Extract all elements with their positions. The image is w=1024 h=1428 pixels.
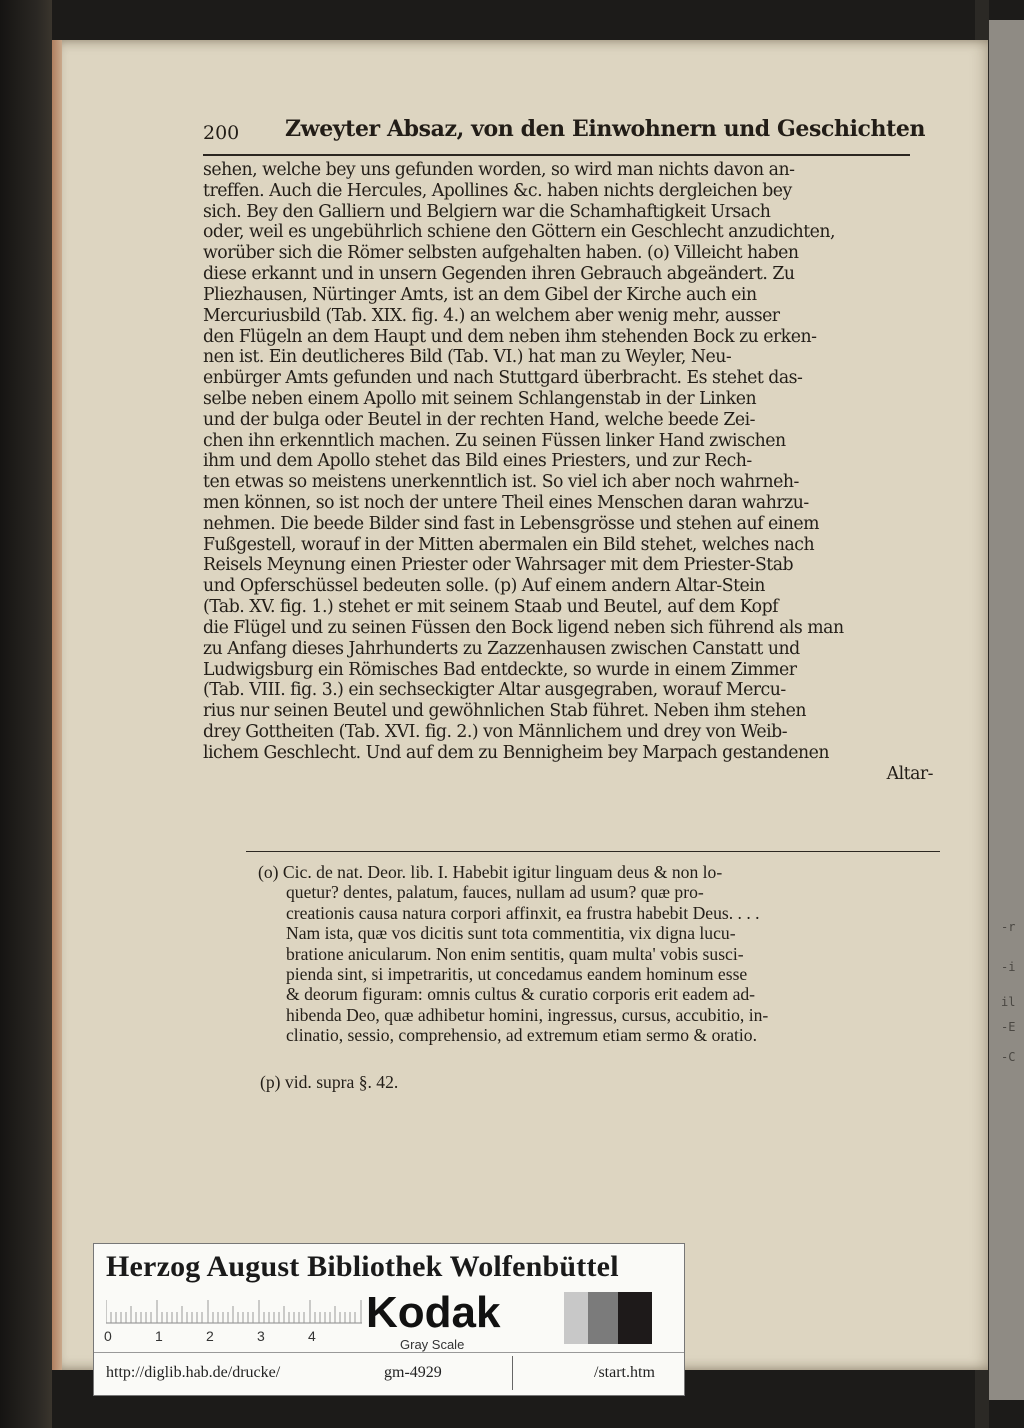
text-line: die Flügel und zu seinen Füssen den Bock ligend neben sich führend als man [203, 617, 844, 638]
page-binding-edge [52, 40, 62, 1370]
text-line: oder, weil es ungebührlich schiene den Göttern ein Geschlecht anzudichten, [203, 222, 836, 243]
document-id: gm-4929 [384, 1364, 442, 1381]
gray-swatch-light [564, 1292, 588, 1344]
kodak-logo: Kodak [366, 1288, 501, 1337]
ruler-scale [106, 1296, 362, 1324]
footnote-line: clinatio, sessio, comprehensio, ad extremum etiam sermo & oratio. [286, 1025, 758, 1046]
card-separator [512, 1356, 513, 1390]
ruler-number: 0 [104, 1328, 112, 1344]
ruler-number: 1 [155, 1328, 163, 1344]
text-line: (Tab. XV. fig. 1.) stehet er mit seinem Staab und Beutel, auf dem Kopf [203, 597, 779, 618]
text-line: Ludwigsburg ein Römisches Bad entdeckte, so wurde in einem Zimmer [203, 659, 797, 680]
text-line: ihm und dem Apollo stehet das Bild eines Priesters, und zur Rech- [203, 451, 752, 472]
ruler-numbers [106, 1328, 366, 1348]
text-line: Mercuriusbild (Tab. XIX. fig. 4.) an welchem aber wenig mehr, ausser [203, 305, 780, 326]
text-line: ten etwas so meistens unerkenntlich ist. So viel ich aber noch wahrneh- [203, 472, 799, 493]
footnote-line: quetur? dentes, palatum, fauces, nullam ad usum? quæ pro- [286, 882, 704, 903]
text-line: Fußgestell, worauf in der Mitten abermalen ein Bild stehet, welches nach [203, 534, 815, 555]
page-header [203, 114, 926, 156]
text-line: treffen. Auch die Hercules, Apollines &c. haben nichts dergleichen bey [203, 180, 792, 201]
text-line: lichem Geschlecht. Und auf dem zu Bennigheim bey Marpach gestandenen [203, 742, 829, 763]
footnote-line: pienda sint, si impetraritis, ut concedamus eandem hominum esse [286, 963, 748, 984]
footnote-line: hibenda Deo, quæ adhibetur homini, ingressus, cursus, accubitio, in- [286, 1004, 769, 1025]
text-line: sehen, welche bey uns gefunden worden, so wird man nichts davon an- [203, 160, 795, 180]
text-line: worüber sich die Römer selbsten aufgehalten haben. (o) Villeicht haben [203, 243, 799, 264]
ruler-number: 3 [257, 1328, 265, 1344]
text-line: nen ist. Ein deutlicheres Bild (Tab. VI.) hat man zu Weyler, Neu- [203, 347, 732, 368]
text-line: diese erkannt und in unsern Gegenden ihren Gebrauch abgeändert. Zu [203, 264, 795, 285]
footnote-line: bratione anicularum. Non enim sentitis, quam multa' vobis susci- [286, 943, 744, 964]
text-line: sich. Bey den Galliern und Belgiern war die Schamhaftigkeit Ursach [203, 201, 771, 222]
text-line: und der bulga oder Beutel in der rechten Hand, welche beede Zei- [203, 409, 755, 430]
text-line: und Opferschüssel bedeuten solle. (p) Auf einem andern Altar-Stein [203, 576, 765, 597]
page-number: 200 [203, 122, 240, 144]
text-line: enbürger Amts gefunden und nach Stuttgard überbracht. Es stehet das- [203, 368, 803, 389]
card-divider [94, 1352, 684, 1353]
footnote-rule [246, 851, 940, 852]
library-scan-card [93, 1243, 685, 1396]
body-text [203, 160, 933, 784]
text-line: men können, so ist noch der untere Theil eines Menschen daran wahrzu- [203, 493, 809, 513]
ruler-number: 4 [308, 1328, 316, 1344]
text-line: Pliezhausen, Nürtinger Amts, ist an dem Gibel der Kirche auch ein [203, 284, 757, 305]
text-line: den Flügeln an dem Haupt und dem neben ihm stehenden Bock zu erken- [203, 326, 817, 347]
footnote-line: & deorum figuram: omnis cultus & curatio corporis erit eadem ad- [286, 984, 756, 1005]
footnote-line: (o) Cic. de nat. Deor. lib. I. Habebit igitur linguam deus & non lo- [258, 862, 723, 882]
gray-swatch-dark [618, 1292, 652, 1344]
footnote-line: creationis causa natura corpori affinxit, ea frustra habebit Deus. . . . [286, 902, 760, 923]
text-line: selbe neben einem Apollo mit seinem Schlangenstab in der Linken [203, 388, 757, 409]
text-line: drey Gottheiten (Tab. XVI. fig. 2.) von Männlichem und drey von Weib- [203, 721, 788, 742]
adjacent-page: -r -i il -E -C [989, 20, 1024, 1400]
gray-swatch-mid [588, 1292, 618, 1344]
url-left[interactable]: http://diglib.hab.de/drucke/ [106, 1364, 281, 1381]
footnote-line: Nam ista, quæ vos dicitis sunt tota commentitia, vix digna lucu- [286, 923, 736, 944]
url-right[interactable]: /start.htm [594, 1364, 655, 1381]
text-line: chen ihn erkenntlich machen. Zu seinen Füssen linker Hand zwischen [203, 430, 786, 451]
running-title: Zweyter Absaz, von den Einwohnern und Geschichten [285, 116, 926, 142]
footnote-p: (p) vid. supra §. 42. [260, 1072, 399, 1092]
gray-scale-label: Gray Scale [400, 1337, 465, 1352]
text-line: rius nur seinen Beutel und gewöhnlichen Stab führet. Neben ihm stehen [203, 701, 806, 722]
footnote-o [258, 862, 948, 1046]
library-name: Herzog August Bibliothek Wolfenbüttel [106, 1250, 619, 1283]
text-line: Reisels Meynung einen Priester oder Wahrsager mit dem Priester-Stab [203, 555, 794, 576]
text-line: (Tab. VIII. fig. 3.) ein sechseckigter Altar ausgegraben, worauf Mercu- [203, 680, 786, 701]
catchword: Altar- [886, 763, 933, 784]
ruler-number: 2 [206, 1328, 214, 1344]
text-line: zu Anfang dieses Jahrhunderts zu Zazzenhausen zwischen Canstatt und [203, 638, 800, 659]
text-line: nehmen. Die beede Bilder sind fast in Lebensgrösse und stehen auf einem [203, 513, 819, 534]
scan-left-edge [0, 0, 52, 1428]
